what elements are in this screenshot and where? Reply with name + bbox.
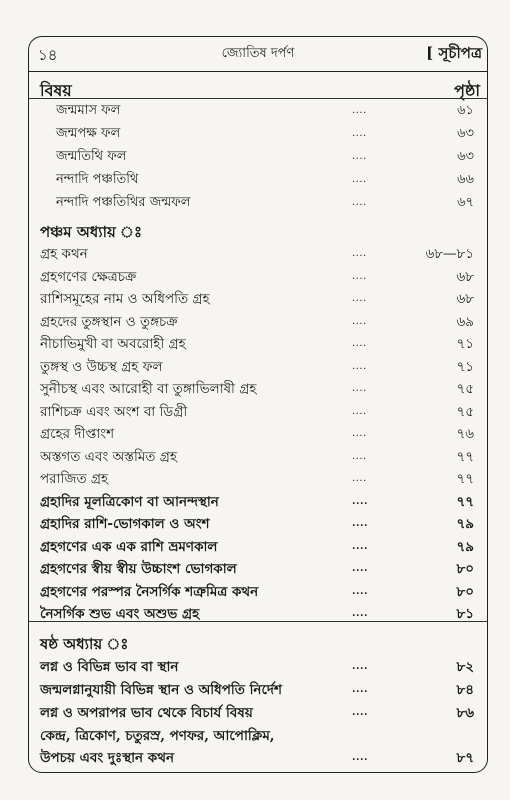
toc-entry-title: গ্রহাদির রাশি-ভোগকাল ও অংশ <box>40 516 210 532</box>
toc-entry <box>40 266 480 288</box>
toc-entry-page: ৮১ <box>456 606 474 622</box>
toc-entry <box>40 423 480 445</box>
toc-entry <box>40 725 480 747</box>
toc-entry-page: ৭৯ <box>456 516 474 532</box>
leader-dots: .... <box>352 495 368 507</box>
toc-entry <box>40 468 480 490</box>
toc-entry-title: গ্রহ কথন <box>40 246 88 262</box>
leader-dots: .... <box>352 752 368 763</box>
toc-entry-title: জন্মমাস ফল <box>56 103 121 118</box>
toc-entry-title: গ্রহদের তুঙ্গস্থান ও তুঙ্গচক্র <box>40 313 178 330</box>
toc-entry <box>56 192 480 214</box>
toc-entry <box>40 679 480 701</box>
toc-entry <box>40 243 480 265</box>
toc-entry-title: গ্রহাদির মূলত্রিকোণ বা আনন্দস্থান <box>40 493 219 510</box>
leader-dots: .... <box>352 248 367 259</box>
toc-entry-page: ৭৭ <box>456 493 474 510</box>
toc-entry <box>40 747 480 769</box>
toc-entry-page: ৬৩ <box>457 149 474 164</box>
leader-dots: .... <box>352 197 367 208</box>
toc-entry <box>40 401 480 423</box>
leader-dots: .... <box>352 383 367 394</box>
toc-entry-title: জন্মতিথি ফল <box>56 149 127 164</box>
leader-dots: .... <box>352 338 367 349</box>
toc-entry-page: ৬৮ <box>456 268 474 285</box>
toc-entry <box>56 146 480 168</box>
heading-underline <box>28 98 488 99</box>
toc-entry-page: ৮২ <box>456 659 474 675</box>
toc-entry <box>40 378 480 400</box>
chapter-6-heading: ষষ্ঠ অধ্যায় ঃ <box>40 635 129 653</box>
leader-dots: .... <box>352 707 368 718</box>
toc-entry-page: ৭১ <box>456 336 474 352</box>
leader-dots: .... <box>352 563 368 574</box>
leader-dots: .... <box>352 151 367 162</box>
toc-entry-title: গ্রহগণের পরস্পর নৈসর্গিক শত্রুমিত্র কথন <box>40 583 259 600</box>
toc-entry-title: সুনীচস্থ এবং আরোহী বা তুঙ্গাভিলাষী গ্রহ <box>40 381 257 397</box>
toc-entry-page: ৮৪ <box>456 682 474 698</box>
toc-entry-page: ৮৭ <box>456 750 474 766</box>
toc-entry-title-line1: কেন্দ্র, ত্রিকোণ, চতুরস্র, পণফর, আপোক্লিম, <box>40 728 275 744</box>
toc-entry-page: ৭৬ <box>456 426 474 442</box>
toc-entry-title-line2: উপচয় এবং দুঃস্থান কথন <box>40 750 175 766</box>
toc-entry <box>40 356 480 378</box>
leader-dots: .... <box>352 661 368 672</box>
toc-entry-page: ৭৫ <box>456 381 474 397</box>
book-title: জ্যোতিষ দর্পণ <box>221 46 295 61</box>
leader-dots: .... <box>352 608 368 619</box>
page-column-heading: পৃষ্ঠা <box>454 81 480 100</box>
leader-dots: .... <box>352 128 367 139</box>
leader-dots: .... <box>352 473 367 484</box>
leader-dots: .... <box>352 518 368 529</box>
toc-entry <box>56 169 480 191</box>
toc-entry-title: নন্দাদি পঞ্চতিথির জন্মফল <box>56 195 191 210</box>
toc-entry-title: রাশিসমূহের নাম ও অধিপতি গ্রহ <box>40 291 210 307</box>
leader-dots: .... <box>352 174 367 185</box>
toc-entry <box>40 702 480 724</box>
toc-entry <box>56 100 480 122</box>
leader-dots: .... <box>352 105 367 116</box>
toc-entry-title: গ্রহগণের ক্ষেত্রচক্র <box>40 268 137 285</box>
toc-entry-page: ৮৬ <box>456 705 474 721</box>
toc-entry-title: গ্রহের দীপ্তাংশ <box>40 426 115 442</box>
toc-entry-page: ৬৯ <box>456 313 474 330</box>
toc-entry <box>40 311 480 333</box>
section-divider <box>28 621 488 622</box>
toc-entry-title: নীচাভিমুখী বা অবরোহী গ্রহ <box>40 336 186 352</box>
toc-entry-title: নন্দাদি পঞ্চতিথি <box>56 172 139 187</box>
chapter-5-heading: পঞ্চম অধ্যায় ঃ <box>40 223 142 241</box>
leader-dots: .... <box>352 293 367 304</box>
toc-entry-title: অস্তগত এবং অস্তমিত গ্রহ <box>40 448 177 465</box>
toc-entry-page: ৭৯ <box>456 538 474 555</box>
leader-dots: .... <box>352 360 367 372</box>
leader-dots: .... <box>352 684 368 695</box>
leader-dots: .... <box>352 428 367 439</box>
toc-entry-title: তুঙ্গস্থ ও উচ্চস্থ গ্রহ ফল <box>40 358 163 375</box>
leader-dots: .... <box>352 270 367 282</box>
toc-entry-title: গ্রহগণের স্বীয় স্বীয় উচ্চাংশ ভোগকাল <box>40 561 237 577</box>
toc-entry-page: ৭৫ <box>456 403 474 420</box>
toc-entry-page: ৭৭ <box>456 448 474 465</box>
toc-entry-title: লগ্ন ও বিভিন্ন ভাব বা স্থান <box>40 659 179 675</box>
toc-entry <box>40 288 480 310</box>
toc-entry-page: ৬৮ <box>456 291 474 307</box>
toc-entry-title: লগ্ন ও অপরাপর ভাব থেকে বিচার্য বিষয় <box>40 705 253 721</box>
toc-entry-page: ৭১ <box>456 358 474 375</box>
leader-dots: .... <box>352 405 367 417</box>
subject-column-heading: বিষয় <box>40 81 72 100</box>
toc-entry <box>40 491 480 513</box>
toc-entry-page: ৮০ <box>456 561 474 577</box>
toc-entry <box>56 123 480 145</box>
toc-entry-title: পরাজিত গ্রহ <box>40 471 109 487</box>
toc-entry-page: ৬৭ <box>457 195 474 210</box>
toc-entry <box>40 513 480 535</box>
toc-entry-page: ৬৬ <box>457 172 474 187</box>
toc-entry-page: ৬৩ <box>457 126 474 141</box>
toc-entry-title: জন্মলগ্নানুযায়ী বিভিন্ন স্থান ও অধিপতি নির্দেশ <box>40 682 282 698</box>
leader-dots: .... <box>352 315 367 327</box>
toc-entry-page: ৬৮—৮১ <box>425 246 474 262</box>
page-number: ১৪ <box>38 46 58 64</box>
toc-entry-title: গ্রহগণের এক এক রাশি ভ্রমণকাল <box>40 538 218 555</box>
toc-entry <box>40 333 480 355</box>
toc-entry <box>40 536 480 558</box>
toc-entry-title: রাশিচক্র এবং অংশ বা ডিগ্রী <box>40 403 188 420</box>
toc-entry-page: ৮০ <box>456 583 474 600</box>
leader-dots: .... <box>352 585 368 597</box>
running-header <box>28 36 488 72</box>
toc-entry <box>40 656 480 678</box>
toc-entry <box>40 581 480 603</box>
section-label: [ সূচীপত্র <box>426 44 482 62</box>
toc-entry <box>40 558 480 580</box>
toc-entry-title: নৈসর্গিক শুভ এবং অশুভ গ্রহ <box>40 606 200 622</box>
toc-entry-title: জন্মপক্ষ ফল <box>56 126 121 141</box>
toc-entry-page: ৬১ <box>457 103 474 118</box>
leader-dots: .... <box>352 540 368 552</box>
toc-entry <box>40 446 480 468</box>
toc-entry-page: ৭৭ <box>456 471 474 487</box>
leader-dots: .... <box>352 450 367 462</box>
